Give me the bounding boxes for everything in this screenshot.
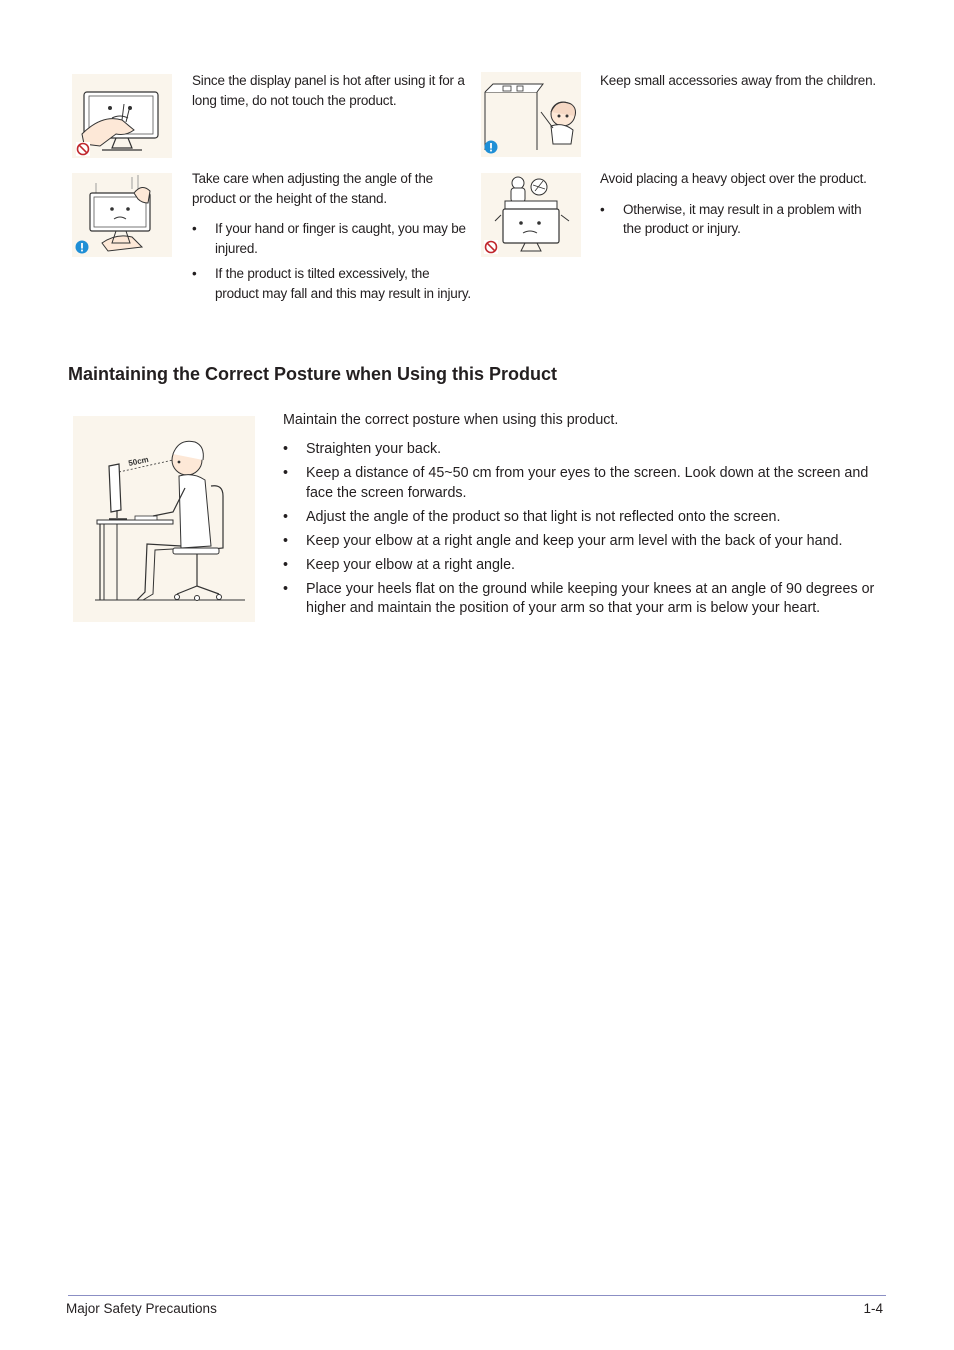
prohibited-icon [76, 142, 90, 156]
footer-divider [68, 1295, 886, 1296]
accessories-intro: Keep small accessories away from the children. [600, 73, 876, 88]
list-item: • Keep a distance of 45~50 cm from your eyes to the screen. Look down at the screen and face the screen forwards. [283, 464, 878, 503]
posture-intro: Maintain the correct posture when using this product. [283, 412, 619, 428]
caution-icon [484, 140, 498, 154]
list-item: • If the product is tilted excessively, the product may fall and this may result in injury. [192, 264, 474, 303]
list-item: • Place your heels flat on the ground while keeping your knees at an angle of 90 degrees or higher and maintain the position of your arm so that your arm is below your heart. [283, 580, 878, 619]
angle-adjust-bullets [192, 219, 474, 303]
page-number: 1-4 [863, 1301, 883, 1316]
hot-panel-intro: Since the display panel is hot after using it for a long time, do not touch the product. [192, 73, 465, 108]
list-item: • Straighten your back. [283, 440, 878, 459]
accessories-text [600, 71, 890, 91]
list-item: • If your hand or finger is caught, you may be injured. [192, 219, 474, 258]
list-item: • Adjust the angle of the product so that light is not reflected onto the screen. [283, 508, 878, 527]
angle-adjust-intro: Take care when adjusting the angle of the product or the height of the stand. [192, 171, 433, 206]
angle-adjust-text [192, 169, 474, 303]
illustration-posture [73, 416, 255, 622]
list-item: • Keep your elbow at a right angle and keep your arm level with the back of your hand. [283, 532, 878, 551]
prohibited-icon [484, 240, 498, 254]
heavy-object-intro: Avoid placing a heavy object over the product. [600, 171, 867, 186]
heavy-object-text [600, 169, 882, 239]
section-title: Maintaining the Correct Posture when Using this Product [68, 364, 558, 384]
list-item: • Otherwise, it may result in a problem with the product or injury. [600, 200, 882, 239]
caution-icon [75, 240, 89, 254]
posture-text [283, 411, 878, 623]
heavy-object-bullets [600, 200, 882, 239]
list-item: • Keep your elbow at a right angle. [283, 556, 878, 575]
distance-label: 50cm [127, 454, 150, 468]
footer-section-title: Major Safety Precautions [66, 1301, 217, 1316]
posture-bullets [283, 440, 878, 618]
hot-panel-text [192, 71, 474, 110]
